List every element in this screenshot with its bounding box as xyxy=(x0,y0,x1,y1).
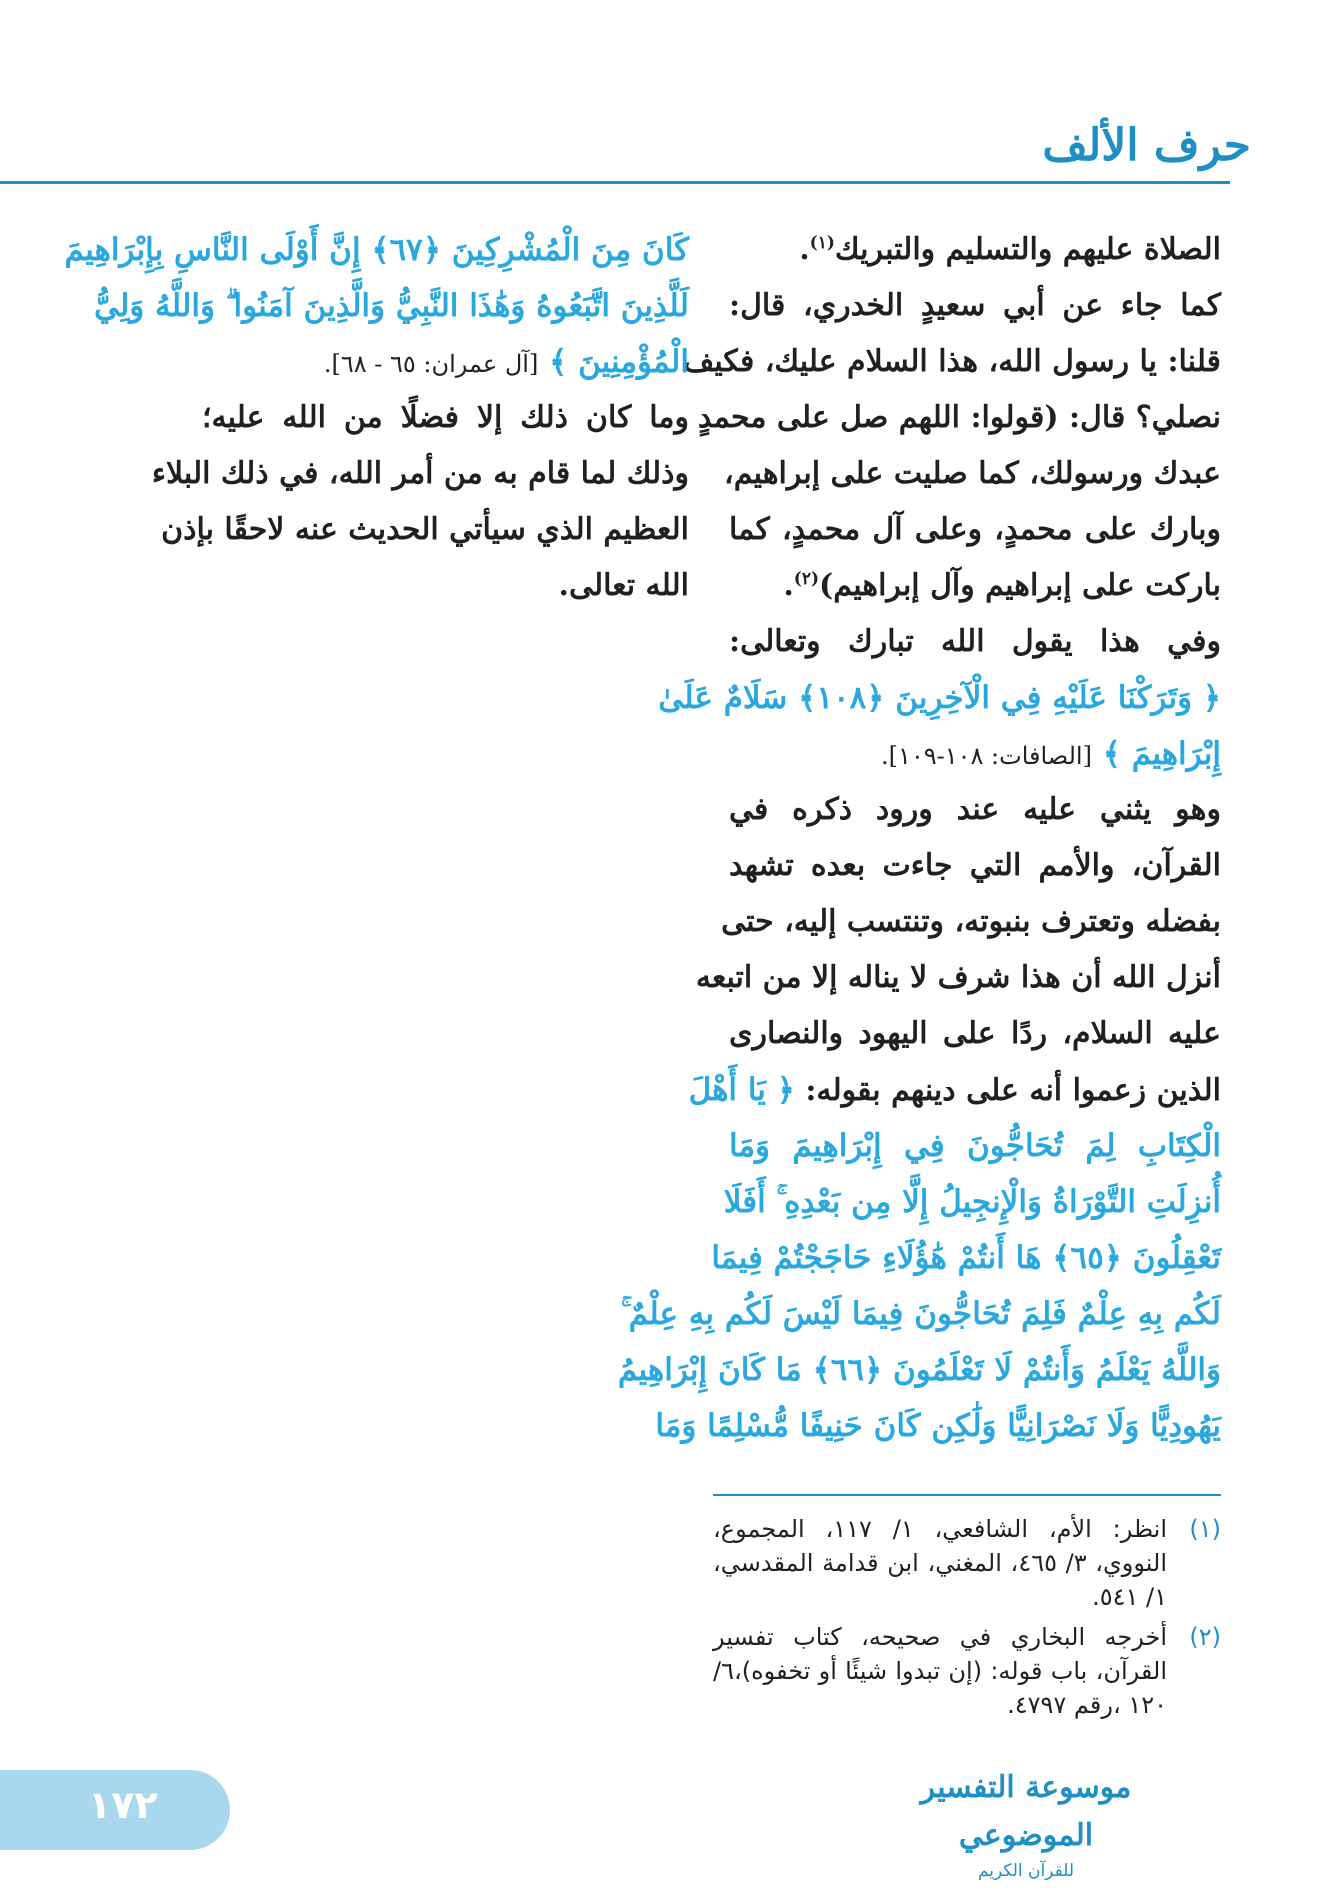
quran-verse-fragment: ﴿ يَا أَهْلَ xyxy=(688,1072,795,1108)
verse-reference: [الصافات: ١٠٨-١٠٩]. xyxy=(880,742,1092,770)
left-column-line: الله تعالى. xyxy=(558,568,689,603)
verse-reference: [آل عمران: ٦٥ - ٦٨]. xyxy=(323,350,539,378)
footnote-text: انظر: الأم، الشافعي، ١/ ١١٧، المجموع، النووي، ٣/ ٤٦٥، المغني، ابن قدامة المقدسي، ١/ ٥٤١. xyxy=(713,1515,1168,1611)
right-column-line: بفضله وتعترف بنبوته، وتنتسب إليه، حتى xyxy=(721,904,1221,939)
footnote-marker[interactable]: (٢) xyxy=(793,569,820,589)
chapter-title: حرف الألف xyxy=(1042,120,1251,171)
footnote-text: أخرجه البخاري في صحيحه، كتاب تفسير القرآن، باب قوله: (إن تبدوا شيئًا أو تخفوه)،٦/ ١٢٠ ،رقم ٤٧٩٧. xyxy=(713,1623,1167,1719)
right-column-line: الْكِتَابِ لِمَ تُحَاجُّونَ فِي إِبْرَاهِيمَ وَمَا xyxy=(729,1128,1221,1164)
right-column-line: أُنزِلَتِ التَّوْرَاةُ وَالْإِنجِيلُ إِلَّا مِن بَعْدِهِ ۚ أَفَلَا xyxy=(723,1184,1221,1220)
right-column-line: عبدك ورسولك، كما صليت على إبراهيم، xyxy=(724,456,1221,491)
left-column-line: كَانَ مِنَ الْمُشْرِكِينَ ﴿٦٧﴾ إِنَّ أَوْلَى النَّاسِ بِإِبْرَاهِيمَ xyxy=(64,232,689,268)
left-column-line: وما كان ذلك إلا فضلًا من الله عليه؛ xyxy=(202,400,689,435)
footnote-number: (٢) xyxy=(1189,1623,1221,1651)
right-column-line: باركت على إبراهيم وآل إبراهيم)$^{(٢)}$. xyxy=(783,568,1221,603)
footnote-divider xyxy=(713,1494,1221,1496)
right-column-line: القرآن، والأمم التي جاءت بعده تشهد xyxy=(729,848,1221,883)
right-column-line: إِبْرَاهِيمَ ﴾ [الصافات: ١٠٨-١٠٩]. xyxy=(880,736,1221,772)
left-column-line: الْمُؤْمِنِينَ ﴾ [آل عمران: ٦٥ - ٦٨]. xyxy=(323,344,689,380)
series-logo xyxy=(906,1764,1146,1881)
footnote-marker[interactable]: (١) xyxy=(809,233,835,253)
header-divider xyxy=(0,181,1230,184)
right-column-line: وفي هذا يقول الله تبارك وتعالى: xyxy=(729,624,1221,659)
right-column-line: عليه السلام، ردًا على اليهود والنصارى xyxy=(729,1016,1221,1051)
left-text-column xyxy=(64,222,689,614)
right-column-line: لَكُم بِهِ عِلْمٌ فَلِمَ تُحَاجُّونَ فِيمَا لَيْسَ لَكُم بِهِ عِلْمٌ ۚ xyxy=(620,1296,1221,1332)
right-column-line: يَهُودِيًّا وَلَا نَصْرَانِيًّا وَلَٰكِن كَانَ حَنِيفًا مُّسْلِمًا وَمَا xyxy=(655,1408,1221,1444)
footnote xyxy=(713,1512,1221,1614)
right-column-line: وَاللَّهُ يَعْلَمُ وَأَنتُمْ لَا تَعْلَمُونَ ﴿٦٦﴾ مَا كَانَ إِبْرَاهِيمُ xyxy=(617,1352,1221,1388)
right-column-line: قلنا: يا رسول الله، هذا السلام عليك، فكيف xyxy=(683,344,1221,379)
left-column-line: العظيم الذي سيأتي الحديث عنه لاحقًا بإذن xyxy=(161,512,689,547)
right-column-line: الصلاة عليهم والتسليم والتبريك$^{(١)}$. xyxy=(799,232,1221,267)
right-column-line: نصلي؟ قال: (قولوا: اللهم صل على محمدٍ xyxy=(697,400,1221,435)
footnote-number: (١) xyxy=(1189,1515,1221,1543)
footnote xyxy=(713,1620,1221,1722)
page-number: ١٧٢ xyxy=(88,1783,158,1827)
left-column-line: لَلَّذِينَ اتَّبَعُوهُ وَهَٰذَا النَّبِيُّ وَالَّذِينَ آمَنُوا ۗ وَاللَّهُ وَلِيُّ xyxy=(93,288,689,324)
right-column-line: تَعْقِلُونَ ﴿٦٥﴾ هَا أَنتُمْ هَٰؤُلَاءِ حَاجَجْتُمْ فِيمَا xyxy=(711,1240,1221,1276)
series-subtitle: للقرآن الكريم xyxy=(977,1861,1075,1881)
left-column-line: وذلك لما قام به من أمر الله، في ذلك البلاء xyxy=(151,456,689,491)
right-column-line: ﴿ وَتَرَكْنَا عَلَيْهِ فِي الْآخِرِينَ ﴿١٠٨﴾ سَلَامٌ عَلَىٰ xyxy=(658,680,1221,716)
series-title: موسوعة التفسير الموضوعي xyxy=(920,1770,1132,1853)
right-column-line: أنزل الله أن هذا شرف لا يناله إلا من اتبعه xyxy=(695,960,1221,995)
right-column-line: الذين زعموا أنه على دينهم بقوله: ﴿ يَا أَهْلَ xyxy=(688,1072,1221,1108)
right-column-line: كما جاء عن أبي سعيدٍ الخدري، قال: xyxy=(729,288,1221,323)
footnotes-section xyxy=(713,1512,1221,1728)
right-column-line: وبارك على محمدٍ، وعلى آل محمدٍ، كما xyxy=(729,512,1221,547)
right-column-line: وهو يثني عليه عند ورود ذكره في xyxy=(729,792,1221,827)
